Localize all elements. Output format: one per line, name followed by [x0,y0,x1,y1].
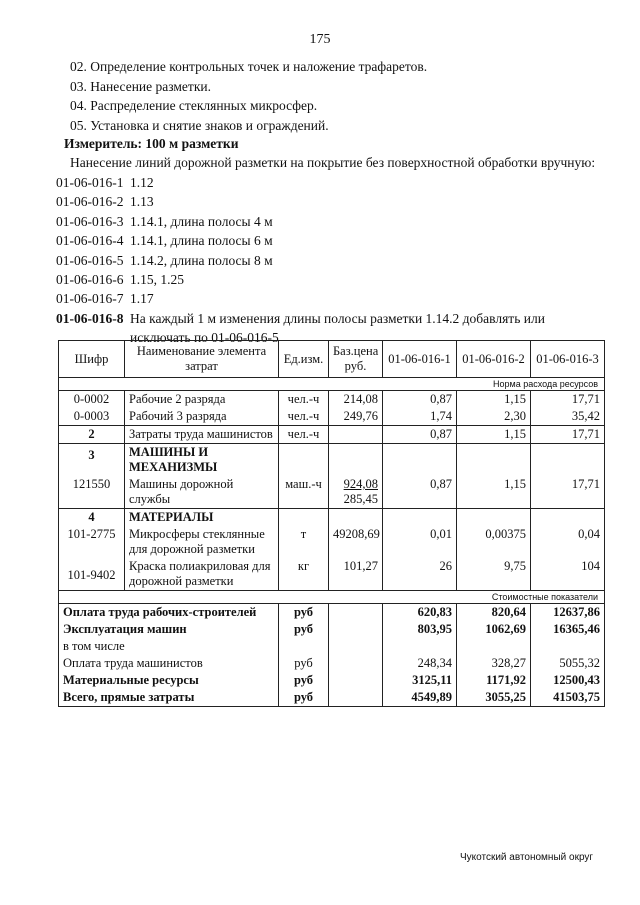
work-step: 05. Установка и снятие знаков и ограждений. [70,117,329,133]
row-value-2: 1,15 [457,391,531,409]
header-col-2: 01-06-016-2 [457,341,531,378]
table-row [59,476,605,509]
row-value-2: 2,30 [457,408,531,426]
work-step: 04. Распределение стеклянных микросфер. [70,98,318,113]
code-description: На каждый 1 м изменения длины полосы разметки 1.14.2 добавлять или исключать по 01-06-016-5 [130,310,545,346]
band-row [59,378,605,391]
row-unit: чел.-ч [279,408,329,426]
resource-table [58,340,605,707]
row-price: 49208,69 [329,526,383,558]
total-row [59,655,605,672]
total-unit: руб [279,604,329,622]
row-price-secondary: 285,45 [343,492,378,506]
code-list [56,173,596,348]
row-unit: т [279,526,329,558]
row-code: 101-9402 [59,558,125,591]
code-number: 01-06-016-4 [56,233,124,249]
total-name: Эксплуатация машин [59,621,279,638]
total-row [59,638,605,655]
table-row [59,408,605,426]
total-name: в том числе [59,638,279,655]
total-value-3: 5055,32 [531,655,605,672]
row-value-3: 104 [531,558,605,591]
total-value-3: 12500,43 [531,672,605,689]
row-name: МАТЕРИАЛЫ [125,509,279,527]
row-value-2: 0,00375 [457,526,531,558]
table-header-row [59,341,605,378]
total-name: Материальные ресурсы [59,672,279,689]
code-number: 01-06-016-1 [56,175,124,190]
total-value-2: 1062,69 [457,621,531,638]
header-unit: Ед.изм. [279,341,329,378]
row-value-3: 0,04 [531,526,605,558]
code-description: 1.14.2, длина полосы 8 м [130,252,273,268]
table-row [59,426,605,444]
code-number: 01-06-016-2 [56,194,124,210]
row-code: 4 [59,509,125,527]
total-unit: руб [279,621,329,638]
region-footer: Чукотский автономный округ [460,852,594,863]
row-value-1: 0,87 [383,391,457,409]
row-name: МАШИНЫ И МЕХАНИЗМЫ [125,444,279,477]
header-price: Баз.цена руб. [329,341,383,378]
row-value-1: 0,01 [383,526,457,558]
code-description: 1.17 [130,291,154,307]
row-value-1: 0,87 [383,476,457,509]
row-unit: чел.-ч [279,391,329,409]
code-description: 1.14.1, длина полосы 6 м [130,233,273,249]
code-item [56,251,596,270]
code-item [56,270,596,289]
row-value-1: 0,87 [383,426,457,444]
total-value-2: 3055,25 [457,689,531,707]
total-value-3: 41503,75 [531,689,605,707]
header-col-1: 01-06-016-1 [383,341,457,378]
total-value-3: 16365,46 [531,621,605,638]
band-cost-label: Стоимостные показатели [59,591,605,604]
row-price: 101,27 [329,558,383,591]
code-number: 01-06-016-5 [56,252,124,268]
row-name: Краска полиакриловая для дорожной разметки [125,558,279,591]
work-step: 02. Определение контрольных точек и наложение трафаретов. [70,59,428,74]
table-row [59,558,605,591]
row-code: 0-0003 [59,408,125,426]
band-row [59,591,605,604]
row-value-3: 17,71 [531,426,605,444]
code-description: 1.13 [130,194,154,210]
total-value-1: 620,83 [383,604,457,622]
code-number: 01-06-016-6 [56,272,124,288]
row-price [329,476,383,509]
page-number: 175 [309,32,331,47]
code-item [56,231,596,250]
code-description: 1.14.1, длина полосы 4 м [130,213,273,229]
total-value-1: 4549,89 [383,689,457,707]
row-code: 0-0002 [59,391,125,409]
row-value-2: 1,15 [457,426,531,444]
total-row [59,621,605,638]
row-value-2: 9,75 [457,558,531,591]
code-number: 01-06-016-3 [56,213,124,229]
row-name: Затраты труда машинистов [125,426,279,444]
row-code: 121550 [59,476,125,509]
work-step: 03. Нанесение разметки. [70,78,211,94]
total-value-2: 820,64 [457,604,531,622]
total-row [59,604,605,622]
total-unit: руб [279,689,329,707]
measure-unit: Измеритель: 100 м разметки [64,136,239,151]
total-value-1: 803,95 [383,621,457,638]
row-price [329,426,383,444]
table-row [59,391,605,409]
code-item [56,192,596,211]
total-value-1: 248,34 [383,655,457,672]
code-number: 01-06-016-8 [56,310,124,326]
band-norm-label: Норма расхода ресурсов [59,378,605,391]
row-name: Машины дорожной службы [125,476,279,509]
code-item [56,173,596,192]
total-name: Оплата труда машинистов [59,655,279,672]
code-number: 01-06-016-7 [56,291,124,307]
code-description: 1.15, 1.25 [130,272,184,288]
code-description: 1.12 [130,175,154,190]
header-code: Шифр [59,341,125,378]
total-value-2: 328,27 [457,655,531,672]
table-row [59,526,605,558]
total-unit: руб [279,672,329,689]
row-unit: кг [279,558,329,591]
total-name: Оплата труда рабочих-строителей [59,604,279,622]
code-item [56,212,596,231]
total-unit: руб [279,655,329,672]
row-value-2: 1,15 [457,476,531,509]
row-unit: маш.-ч [279,476,329,509]
code-item [56,289,596,308]
row-code: 3 [59,444,125,477]
table-row [59,509,605,527]
row-name: Рабочий 3 разряда [125,408,279,426]
row-price: 214,08 [329,391,383,409]
row-value-3: 35,42 [531,408,605,426]
row-value-3: 17,71 [531,476,605,509]
row-value-1: 1,74 [383,408,457,426]
row-unit: чел.-ч [279,426,329,444]
total-row [59,689,605,707]
header-col-3: 01-06-016-3 [531,341,605,378]
total-row [59,672,605,689]
row-value-3: 17,71 [531,391,605,409]
row-price-main: 924,08 [343,477,378,491]
row-name: Рабочие 2 разряда [125,391,279,409]
total-value-1: 3125,11 [383,672,457,689]
total-name: Всего, прямые затраты [59,689,279,707]
total-value-3: 12637,86 [531,604,605,622]
row-value-1: 26 [383,558,457,591]
row-name: Микросферы стеклянные для дорожной разметки [125,526,279,558]
section-intro: Нанесение линий дорожной разметки на покрытие без поверхностной обработки вручную: [70,155,596,170]
total-value-2: 1171,92 [457,672,531,689]
row-code: 101-2775 [59,526,125,558]
row-price: 249,76 [329,408,383,426]
header-name: Наименование элемента затрат [125,341,279,378]
work-steps [70,57,427,135]
table-row [59,444,605,477]
row-code: 2 [59,426,125,444]
